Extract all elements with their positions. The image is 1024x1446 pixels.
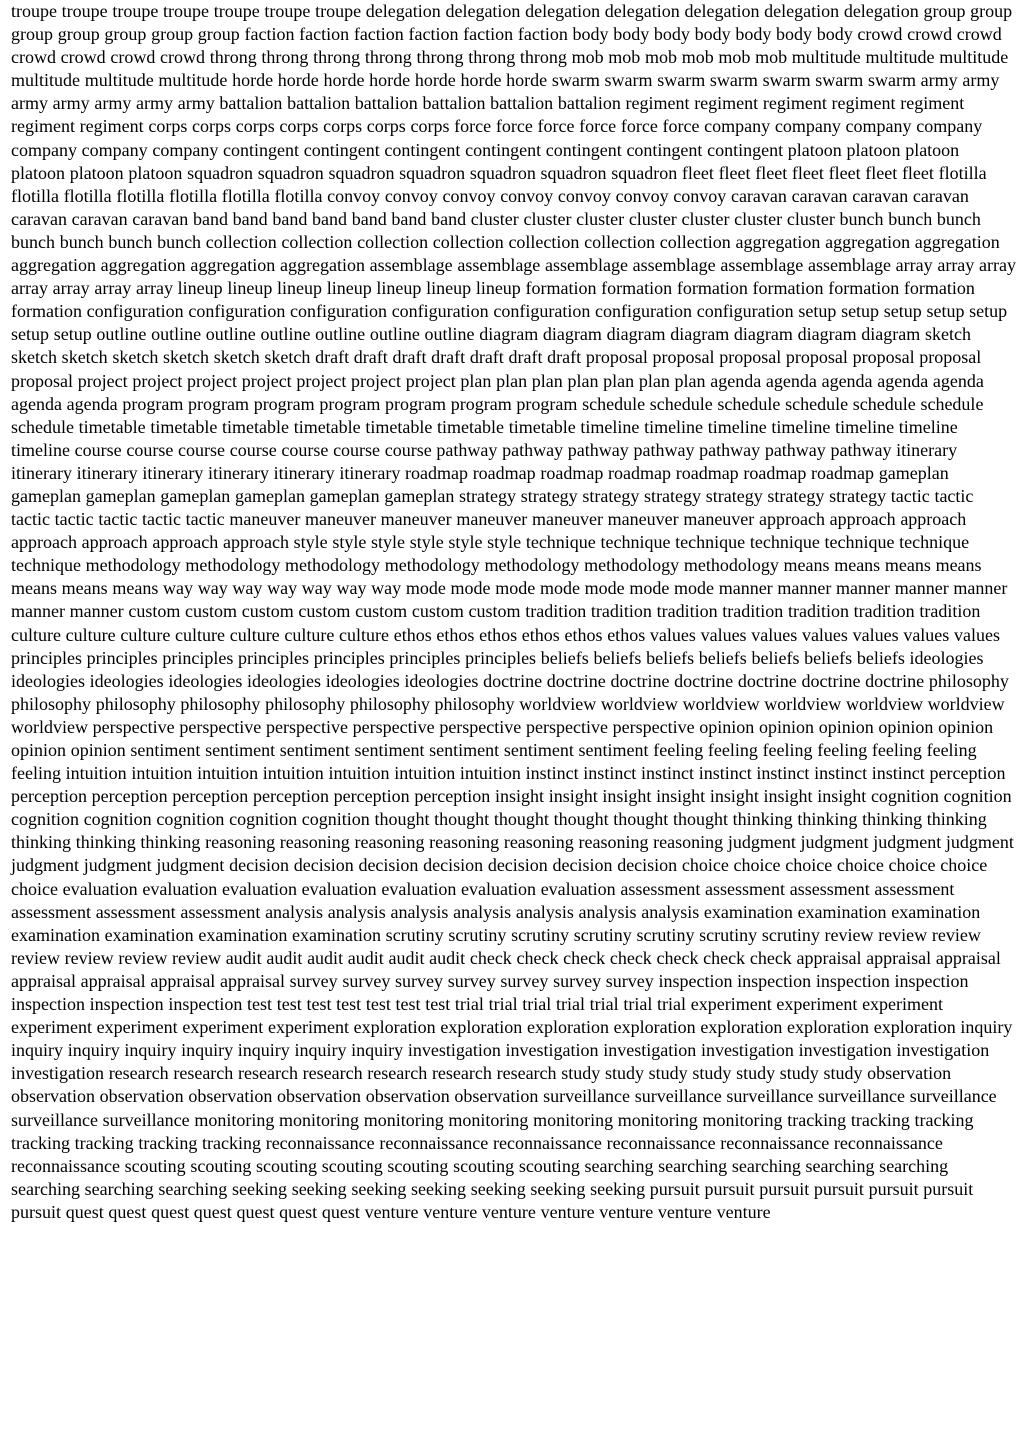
document-body: troupe troupe troupe troupe troupe troupe troupe delegation delegation delegation delegation delegation delegation delegation group group group group group group group faction faction faction faction faction faction body body body body body body body crowd crowd crowd crowd crowd crowd crowd throng throng throng throng throng throng throng mob mob mob mob mob mob multitude multitude multitude multitude multitude multitude horde horde horde horde horde horde horde swarm swarm swarm swarm swarm swarm swarm army army army army army army army battalion battalion battalion battalion battalion battalion regiment regiment regiment regiment regiment regiment regiment corps corps corps corps corps corps corps force force force force force force company company company company company company company contingent contingent contingent contingent contingent contingent contingent platoon platoon platoon platoon platoon platoon squadron squadron squadron squadron squadron squadron squadron fleet fleet fleet fleet fleet fleet fleet flotilla flotilla flotilla flotilla flotilla flotilla flotilla convoy convoy convoy convoy convoy convoy convoy caravan caravan caravan caravan caravan caravan caravan band band band band band band band cluster cluster cluster cluster cluster cluster cluster bunch bunch bunch bunch bunch bunch bunch collection collection collection collection collection collection collection aggregation aggregation aggregation aggregation aggregation aggregation aggregation assemblage assemblage assemblage assemblage assemblage assemblage array array array array array array array lineup lineup lineup lineup lineup lineup lineup formation formation formation formation formation formation formation configuration configuration configuration configuration configuration configuration configuration setup setup setup setup setup setup setup outline outline outline outline outline outline outline diagram diagram diagram diagram diagram diagram diagram sketch sketch sketch sketch sketch sketch sketch draft draft draft draft draft draft draft proposal proposal proposal proposal proposal proposal proposal project project project project project project project plan plan plan plan plan plan plan agenda agenda agenda agenda agenda agenda agenda program program program program program program program schedule schedule schedule schedule schedule schedule schedule timetable timetable timetable timetable timetable timetable timetable timeline timeline timeline timeline timeline timeline timeline course course course course course course course pathway pathway pathway pathway pathway pathway pathway itinerary itinerary itinerary itinerary itinerary itinerary itinerary roadmap roadmap roadmap roadmap roadmap roadmap roadmap gameplan gameplan gameplan gameplan gameplan gameplan gameplan strategy strategy strategy strategy strategy strategy strategy tactic tactic tactic tactic tactic tactic tactic maneuver maneuver maneuver maneuver maneuver maneuver maneuver approach approach approach approach approach approach approach style style style style style style technique technique technique technique technique technique technique methodology methodology methodology methodology methodology methodology methodology means means means means means means means way way way way way way way mode mode mode mode mode mode mode manner manner manner manner manner manner manner custom custom custom custom custom custom custom tradition tradition tradition tradition tradition tradition tradition culture culture culture culture culture culture culture ethos ethos ethos ethos ethos ethos values values values values values values values principles principles principles principles principles principles principles beliefs beliefs beliefs beliefs beliefs beliefs beliefs ideologies ideologies ideologies ideologies ideologies ideologies ideologies doctrine doctrine doctrine doctrine doctrine doctrine doctrine philosophy philosophy philosophy philosophy philosophy philosophy philosophy worldview worldview worldview worldview worldview worldview worldview perspective perspective perspective perspective perspective perspective perspective opinion opinion opinion opinion opinion opinion opinion sentiment sentiment sentiment sentiment sentiment sentiment sentiment feeling feeling feeling feeling feeling feeling feeling intuition intuition intuition intuition intuition intuition intuition instinct instinct instinct instinct instinct instinct instinct perception perception perception perception perception perception perception insight insight insight insight insight insight insight cognition cognition cognition cognition cognition cognition cognition thought thought thought thought thought thought thinking thinking thinking thinking thinking thinking thinking reasoning reasoning reasoning reasoning reasoning reasoning reasoning judgment judgment judgment judgment judgment judgment judgment decision decision decision decision decision decision decision choice choice choice choice choice choice choice evaluation evaluation evaluation evaluation evaluation evaluation evaluation assessment assessment assessment assessment assessment assessment assessment analysis analysis analysis analysis analysis analysis analysis examination examination examination examination examination examination examination scrutiny scrutiny scrutiny scrutiny scrutiny scrutiny scrutiny review review review review review review review audit audit audit audit audit audit check check check check check check check appraisal appraisal appraisal appraisal appraisal appraisal appraisal survey survey survey survey survey survey survey inspection inspection inspection inspection inspection inspection inspection test test test test test test test trial trial trial trial trial trial trial experiment experiment experiment experiment experiment experiment experiment exploration exploration exploration exploration exploration exploration exploration inquiry inquiry inquiry inquiry inquiry inquiry inquiry inquiry investigation investigation investigation investigation investigation investigation investigation research research research research research research research study study study study study study study observation observation observation observation observation observation observation surveillance surveillance surveillance surveillance surveillance surveillance surveillance monitoring monitoring monitoring monitoring monitoring monitoring monitoring tracking tracking tracking tracking tracking tracking tracking reconnaissance reconnaissance reconnaissance reconnaissance reconnaissance reconnaissance reconnaissance scouting scouting scouting scouting scouting scouting scouting searching searching searching searching searching searching searching searching seeking seeking seeking seeking seeking seeking seeking pursuit pursuit pursuit pursuit pursuit pursuit pursuit quest quest quest quest quest quest quest venture venture venture venture venture venture venture bbox=[11, 1, 1016, 1222]
